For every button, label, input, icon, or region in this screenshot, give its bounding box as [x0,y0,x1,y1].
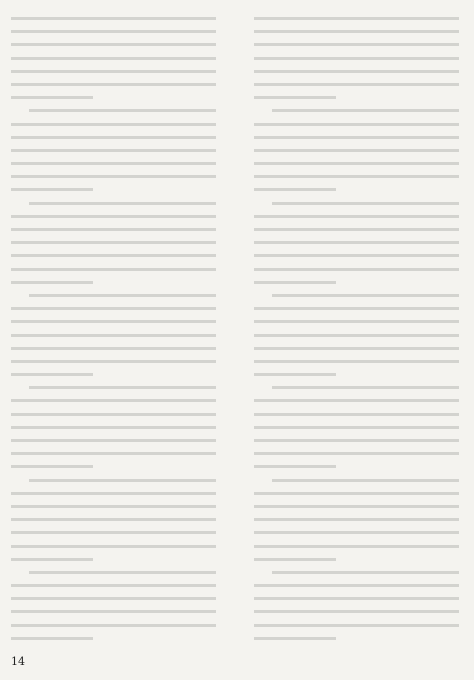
text-line-placeholder [254,394,459,407]
text-line-placeholder [254,249,459,262]
text-line-placeholder [11,78,216,91]
text-line-placeholder [254,526,459,539]
text-line-placeholder [11,592,216,605]
text-line-placeholder [11,91,216,104]
text-line-placeholder [254,52,459,65]
text-line-placeholder [254,368,459,381]
right-column [254,12,459,646]
paragraph [11,474,216,566]
text-line-placeholder [11,263,216,276]
text-line-placeholder [254,131,459,144]
text-line-placeholder [254,210,459,223]
text-line-placeholder [11,632,216,645]
text-line-placeholder [254,579,459,592]
text-line-placeholder [11,12,216,25]
text-line-placeholder [254,170,459,183]
text-line-placeholder [11,394,216,407]
text-line-placeholder [11,342,216,355]
text-line-placeholder [11,170,216,183]
text-line-placeholder [254,329,459,342]
text-line-placeholder [11,38,216,51]
text-line-placeholder [11,566,216,579]
text-line-placeholder [11,579,216,592]
text-line-placeholder [254,236,459,249]
text-line-placeholder [254,540,459,553]
text-line-placeholder [254,605,459,618]
page-number: 14 [11,655,25,668]
text-line-placeholder [254,157,459,170]
paragraph [11,104,216,196]
text-line-placeholder [254,12,459,25]
text-line-placeholder [254,223,459,236]
paragraph [254,197,459,289]
text-line-placeholder [11,408,216,421]
text-line-placeholder [254,197,459,210]
text-line-placeholder [11,144,216,157]
paragraph [11,381,216,473]
text-line-placeholder [11,381,216,394]
text-line-placeholder [254,434,459,447]
text-line-placeholder [11,513,216,526]
text-line-placeholder [11,183,216,196]
text-line-placeholder [254,38,459,51]
paragraph [11,566,216,645]
text-line-placeholder [11,131,216,144]
text-line-placeholder [11,553,216,566]
left-column [11,12,216,646]
text-line-placeholder [254,342,459,355]
text-line-placeholder [254,144,459,157]
text-line-placeholder [11,210,216,223]
text-line-placeholder [11,605,216,618]
text-line-placeholder [11,619,216,632]
text-line-placeholder [254,421,459,434]
paragraph [254,566,459,645]
text-line-placeholder [254,302,459,315]
text-line-placeholder [254,91,459,104]
text-line-placeholder [254,104,459,117]
paragraph [254,381,459,473]
text-line-placeholder [254,447,459,460]
text-line-placeholder [11,289,216,302]
paragraph [11,289,216,381]
text-line-placeholder [254,381,459,394]
text-line-placeholder [254,632,459,645]
text-line-placeholder [254,289,459,302]
text-line-placeholder [254,263,459,276]
text-line-placeholder [11,157,216,170]
text-line-placeholder [11,526,216,539]
text-line-placeholder [11,249,216,262]
text-line-placeholder [11,329,216,342]
text-line-placeholder [11,302,216,315]
text-line-placeholder [11,460,216,473]
text-line-placeholder [254,500,459,513]
paragraph [254,12,459,104]
text-line-placeholder [254,408,459,421]
paragraph [11,197,216,289]
text-line-placeholder [11,487,216,500]
text-line-placeholder [254,513,459,526]
text-line-placeholder [11,236,216,249]
text-line-placeholder [11,276,216,289]
text-line-placeholder [11,368,216,381]
text-line-placeholder [254,619,459,632]
text-line-placeholder [11,197,216,210]
text-line-placeholder [254,78,459,91]
paragraph [254,474,459,566]
text-line-placeholder [254,474,459,487]
text-line-placeholder [11,355,216,368]
text-line-placeholder [11,118,216,131]
text-line-placeholder [11,540,216,553]
text-line-placeholder [11,500,216,513]
text-line-placeholder [254,315,459,328]
text-line-placeholder [11,25,216,38]
paragraph [254,104,459,196]
text-line-placeholder [11,315,216,328]
text-line-placeholder [254,355,459,368]
text-line-placeholder [11,474,216,487]
text-line-placeholder [11,52,216,65]
text-line-placeholder [11,223,216,236]
text-line-placeholder [11,65,216,78]
text-line-placeholder [254,25,459,38]
text-line-placeholder [254,553,459,566]
text-line-placeholder [11,104,216,117]
text-line-placeholder [254,65,459,78]
text-line-placeholder [254,566,459,579]
paragraph [254,289,459,381]
text-line-placeholder [254,487,459,500]
text-line-placeholder [254,460,459,473]
paragraph [11,12,216,104]
text-line-placeholder [254,118,459,131]
text-line-placeholder [254,592,459,605]
text-line-placeholder [11,447,216,460]
text-line-placeholder [11,434,216,447]
text-line-placeholder [254,183,459,196]
text-line-placeholder [254,276,459,289]
text-line-placeholder [11,421,216,434]
column-gutter [233,12,234,646]
